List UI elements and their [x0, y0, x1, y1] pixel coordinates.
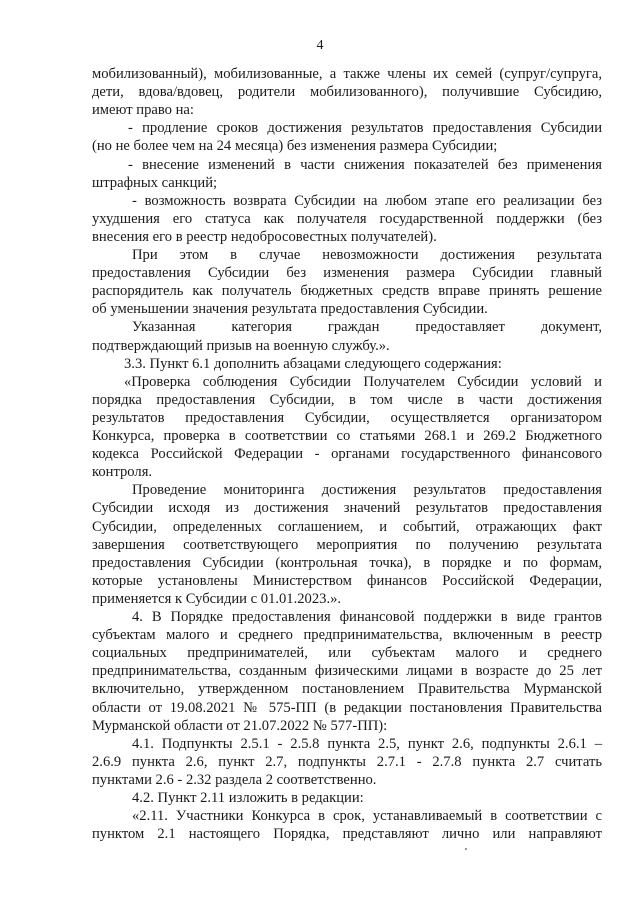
- text-line: области от 19.08.2021 № 575-ПП (в редакции постановления Правительства: [92, 699, 602, 716]
- text-line: предоставления Субсидии без изменения размера Субсидии главный: [92, 265, 602, 282]
- text-line: имеют право на:: [92, 102, 194, 119]
- scan-speck: [465, 848, 467, 850]
- text-line: социальных предпринимателей, или субъектам малого и среднего: [92, 645, 602, 662]
- text-line: распорядитель как получатель бюджетных средств вправе принять решение: [92, 283, 602, 300]
- text-line: 4.1. Подпункты 2.5.1 - 2.5.8 пункта 2.5, пункт 2.6, подпункты 2.6.1 –: [132, 735, 602, 752]
- text-line: - продление сроков достижения результатов предоставления Субсидии: [128, 120, 602, 137]
- text-line: 3.3. Пункт 6.1 дополнить абзацами следующего содержания:: [124, 355, 502, 372]
- text-line: «2.11. Участники Конкурса в срок, устанавливаемый в соответствии с: [132, 808, 602, 825]
- text-line: предпринимательства, созданным физическими лицами в возрасте до 25 лет: [92, 663, 602, 680]
- text-line: Субсидии, определенных соглашением, и событий, отражающих факт: [92, 518, 602, 535]
- text-line: пунктами 2.6 - 2.32 раздела 2 соответственно.: [92, 771, 377, 788]
- text-line: завершения соответствующего мероприятия по получению результата: [92, 536, 602, 553]
- text-line: Мурманской области от 21.07.2022 № 577-ПП):: [92, 717, 388, 734]
- text-line: штрафных санкций;: [92, 174, 218, 191]
- text-line: об уменьшении значения результата предоставления Субсидии.: [92, 301, 488, 318]
- text-line: - возможность возврата Субсидии на любом этапе его реализации без: [132, 192, 602, 209]
- text-line: предоставления Субсидии (контрольная точка), в порядке и по формам,: [92, 554, 602, 571]
- text-line: дети, вдова/вдовец, родители мобилизованного), получившие Субсидию,: [92, 84, 602, 101]
- text-line: «Проверка соблюдения Субсидии Получателем Субсидии условий и: [124, 373, 602, 390]
- text-line: контроля.: [92, 464, 153, 481]
- text-line: Указанная категория граждан предоставляет документ,: [132, 319, 602, 336]
- text-line: 2.6.9 пункта 2.6, пункт 2.7, подпункты 2.7.1 - 2.7.8 пункта 2.7 считать: [92, 753, 602, 770]
- page-number: 4: [316, 38, 324, 53]
- text-line: которые установлены Министерством финансов Российской Федерации,: [92, 572, 602, 589]
- text-line: 4. В Порядке предоставления финансовой поддержки в виде грантов: [132, 609, 602, 625]
- text-line: субъектам малого и среднего предпринимательства, включенным в реестр: [92, 627, 602, 644]
- text-line: порядка предоставления Субсидии, в том числе в части достижения: [92, 391, 602, 408]
- text-line: применяется к Субсидии с 01.01.2023.».: [92, 590, 342, 607]
- text-line: пунктом 2.1 настоящего Порядка, представляют лично или направляют: [92, 826, 602, 843]
- text-line: внесения его в реестр недобросовестных получателей).: [92, 228, 437, 245]
- text-line: При этом в случае невозможности достижения результата: [132, 247, 602, 263]
- text-line: ухудшения его статуса как получателя государственной поддержки (без: [92, 210, 602, 227]
- text-line: результатов предоставления Субсидии, осуществляется организатором: [92, 409, 602, 426]
- text-line: подтверждающий призыв на военную службу.».: [92, 337, 390, 354]
- text-line: Конкурса, проверка в соответствии со статьями 268.1 и 269.2 Бюджетного: [92, 428, 602, 444]
- text-line: - внесение изменений в части снижения показателей без применения: [128, 156, 602, 173]
- text-line: кодекса Российской Федерации - органами государственного финансового: [92, 446, 602, 463]
- text-line: (но не более чем на 24 месяца) без изменения размера Субсидии;: [92, 138, 498, 155]
- text-line: Субсидии исходя из достижения значений результатов предоставления: [92, 500, 602, 517]
- text-line: 4.2. Пункт 2.11 изложить в редакции:: [132, 790, 364, 806]
- text-line: включительно, утвержденном постановлением Правительства Мурманской: [92, 681, 602, 698]
- text-line: Проведение мониторинга достижения результатов предоставления: [132, 482, 602, 499]
- text-line: мобилизованный), мобилизованные, а также члены их семей (супруг/супруга,: [92, 66, 602, 82]
